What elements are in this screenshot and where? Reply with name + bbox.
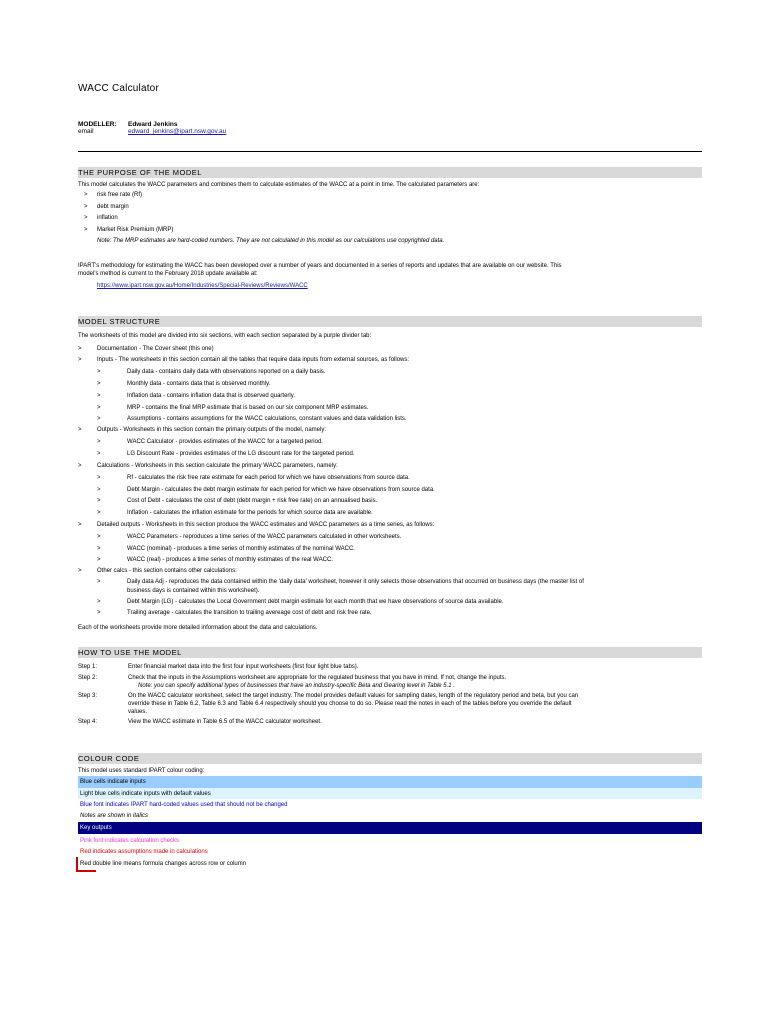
colour-code-label: Blue cells indicate inputs bbox=[80, 779, 146, 785]
structure-sheet-item: business days is contained within this worksheet). bbox=[127, 588, 260, 594]
purpose-bullet: risk free rate (Rf) bbox=[97, 192, 143, 198]
email-link[interactable]: edward_jenkins@ipart.nsw.gov.au bbox=[128, 128, 227, 135]
colour-code-row bbox=[78, 858, 702, 870]
step-label: Step 2: bbox=[78, 675, 98, 681]
structure-section-item: Calculations - Worksheets in this section calculate the primary WACC parameters, namely: bbox=[97, 463, 338, 469]
structure-section-item: Outputs - Worksheets in this section contain the primary outputs of the model, namely: bbox=[97, 427, 326, 433]
red-double-line-marker bbox=[76, 857, 78, 871]
structure-sheet-item: Daily data Adj - reproduces the data contained within the 'daily data' worksheet, however it only selects those observations that occurred on business days (the master list of bbox=[127, 579, 584, 585]
step-text: override these in Table 6.2, Table 6.3 and Table 6.4 respectively should you choose to do so. Please read the notes in each of the tables before you override the default bbox=[128, 701, 572, 707]
bullet-marker: > bbox=[78, 346, 82, 352]
colour-code-label: Red indicates assumptions made in calculations bbox=[80, 849, 208, 855]
bullet-marker: > bbox=[84, 192, 88, 198]
colour-code-label: Light blue cells indicate inputs with default values bbox=[80, 791, 211, 797]
section-heading-howto bbox=[78, 647, 702, 658]
purpose-note: Note: The MRP estimates are hard-coded numbers. They are not calculated in this model as our calculations use copyrighted data. bbox=[97, 238, 445, 244]
purpose-paragraph-line: model's method is current to the February 2018 update available at: bbox=[78, 271, 258, 277]
section-heading-text: THE PURPOSE OF THE MODEL bbox=[78, 168, 202, 177]
bullet-marker: > bbox=[78, 568, 82, 574]
structure-sheet-item: WACC (real) - produces a time series of monthly estimates of the real WACC. bbox=[127, 557, 333, 563]
bullet-marker: > bbox=[97, 557, 101, 563]
structure-section-item: Other calcs - this section contains other calculations: bbox=[97, 568, 237, 574]
colour-code-row bbox=[78, 776, 702, 788]
divider-line bbox=[78, 151, 702, 152]
colour-code-label: Blue font indicates IPART hard-coded values used that should not be changed bbox=[80, 802, 288, 808]
step-text: Enter financial market data into the first four input worksheets (first four light blue tabs). bbox=[128, 664, 359, 670]
structure-sheet-item: MRP - contains the final MRP estimate that is based on our six component MRP estimates. bbox=[127, 405, 369, 411]
structure-sheet-item: WACC (nominal) - produces a time series of monthly estimates of the nominal WACC. bbox=[127, 546, 355, 552]
step-label: Step 1: bbox=[78, 664, 98, 670]
step-label: Step 4: bbox=[78, 719, 98, 725]
structure-sheet-item: Debt Margin (LG) - calculates the Local Government debt margin estimate for each month that we have observations of source data available. bbox=[127, 599, 504, 605]
document-title: WACC Calculator bbox=[78, 83, 159, 94]
structure-intro: The worksheets of this model are divided into six sections, with each section separated by a purple divider tab: bbox=[78, 333, 372, 339]
bullet-marker: > bbox=[84, 227, 88, 233]
bullet-marker: > bbox=[97, 534, 101, 540]
structure-sheet-item: WACC Parameters - reproduces a time series of the WACC parameters calculated in other worksheets. bbox=[127, 534, 402, 540]
bullet-marker: > bbox=[97, 599, 101, 605]
colour-code-row bbox=[78, 822, 702, 834]
structure-sheet-item: Inflation data - contains inflation data that is observed quarterly. bbox=[127, 393, 295, 399]
section-heading-structure bbox=[78, 316, 702, 327]
bullet-marker: > bbox=[97, 369, 101, 375]
colour-code-row bbox=[78, 810, 702, 822]
step-text: Check that the inputs in the Assumptions worksheet are appropriate for the regulated business that you have in mind. If not, change the inputs. bbox=[128, 675, 507, 681]
colour-code-label: Red double line means formula changes across row or column bbox=[80, 861, 247, 867]
section-heading-text: HOW TO USE THE MODEL bbox=[78, 648, 182, 657]
colour-code-label: Pink font indicates calculation checks bbox=[80, 838, 180, 844]
structure-section-item: Detailed outputs - Worksheets in this section produce the WACC estimates and WACC parameters as a time series, as follows: bbox=[97, 522, 435, 528]
bullet-marker: > bbox=[97, 510, 101, 516]
step-text: On the WACC calculator worksheet, select the target industry. The model provides default values for sampling dates, length of the regulatory period and beta, but you can bbox=[128, 693, 579, 699]
structure-closing: Each of the worksheets provide more detailed information about the data and calculations. bbox=[78, 625, 318, 631]
colour-intro: This model uses standard IPART colour coding: bbox=[78, 768, 205, 774]
step-text: View the WACC estimate in Table 6.5 of the WACC calculator worksheet. bbox=[128, 719, 322, 725]
bullet-marker: > bbox=[97, 405, 101, 411]
modeller-label: MODELLER: bbox=[78, 121, 117, 128]
bullet-marker: > bbox=[97, 579, 101, 585]
wacc-url-link[interactable]: https://www.ipart.nsw.gov.au/Home/Industries/Special-Reviews/Reviews/WACC bbox=[97, 283, 308, 289]
bullet-marker: > bbox=[78, 463, 82, 469]
purpose-bullet: Market Risk Premium (MRP) bbox=[97, 227, 174, 233]
structure-sheet-item: LG Discount Rate - provides estimates of the LG discount rate for the targeted period. bbox=[127, 451, 355, 457]
bullet-marker: > bbox=[97, 498, 101, 504]
bullet-marker: > bbox=[97, 610, 101, 616]
step-note: Note: you can specify additional types of businesses that have an industry-specific Beta and Gearing level in Table 5.1 . bbox=[138, 683, 455, 689]
structure-sheet-item: Daily data - contains daily data with observations reported on a daily basis. bbox=[127, 369, 326, 375]
bullet-marker: > bbox=[97, 451, 101, 457]
bullet-marker: > bbox=[97, 416, 101, 422]
bullet-marker: > bbox=[97, 475, 101, 481]
purpose-intro: This model calculates the WACC parameters and combines them to calculate estimates of the WACC at a point in time. The calculated parameters are: bbox=[78, 182, 480, 188]
bullet-marker: > bbox=[97, 546, 101, 552]
step-text: values. bbox=[128, 709, 148, 715]
bullet-marker: > bbox=[78, 357, 82, 363]
colour-code-label: Key outputs bbox=[80, 825, 112, 831]
structure-sheet-item: Inflation - calculates the inflation estimate for the periods for which source data are available. bbox=[127, 510, 373, 516]
structure-sheet-item: Assumptions - contains assumptions for the WACC calculations, constant values and data validation lists. bbox=[127, 416, 407, 422]
section-heading-text: COLOUR CODE bbox=[78, 754, 140, 763]
colour-code-label: Notes are shown in italics bbox=[80, 813, 149, 819]
purpose-bullet: inflation bbox=[97, 215, 118, 221]
bullet-marker: > bbox=[97, 439, 101, 445]
structure-sheet-item: Rf - calculates the risk free rate estimate for each period for which we have observations from source data. bbox=[127, 475, 410, 481]
bullet-marker: > bbox=[97, 487, 101, 493]
bullet-marker: > bbox=[84, 204, 88, 210]
structure-sheet-item: Trailing average - calculates the transition to trailing avereage cost of debt and risk free rate. bbox=[127, 610, 372, 616]
structure-sheet-item: Monthly data - contains data that is observed monthly. bbox=[127, 381, 271, 387]
bullet-marker: > bbox=[97, 393, 101, 399]
structure-sheet-item: WACC Calculator - provides estimates of the WACC for a targeted period. bbox=[127, 439, 323, 445]
structure-section-item: Documentation - The Cover sheet (this one) bbox=[97, 346, 214, 352]
modeller-name: Edward Jenkins bbox=[128, 121, 178, 128]
section-heading-purpose bbox=[78, 167, 702, 178]
bullet-marker: > bbox=[78, 427, 82, 433]
structure-sheet-item: Debt Margin - calculates the debt margin estimate for each period for which we have observations from source data. bbox=[127, 487, 435, 493]
section-heading-colour bbox=[78, 753, 702, 764]
bullet-marker: > bbox=[84, 215, 88, 221]
bullet-marker: > bbox=[97, 381, 101, 387]
red-double-line-marker bbox=[76, 870, 96, 872]
email-label: email bbox=[78, 128, 94, 135]
structure-sheet-item: Cost of Debt - calculates the cost of debt (debt margin + risk free rate) on an annualised basis. bbox=[127, 498, 378, 504]
purpose-bullet: debt margin bbox=[97, 204, 129, 210]
step-label: Step 3: bbox=[78, 693, 98, 699]
structure-section-item: Inputs - The worksheets in this section contain all the tables that require data inputs from external sources, as follows: bbox=[97, 357, 410, 363]
bullet-marker: > bbox=[78, 522, 82, 528]
colour-code-row bbox=[78, 846, 702, 858]
purpose-paragraph-line: IPART's methodology for estimating the WACC has been developed over a number of years and documented in a series of reports and updates that are available on our website. This bbox=[78, 263, 562, 269]
section-heading-text: MODEL STRUCTURE bbox=[78, 317, 161, 326]
